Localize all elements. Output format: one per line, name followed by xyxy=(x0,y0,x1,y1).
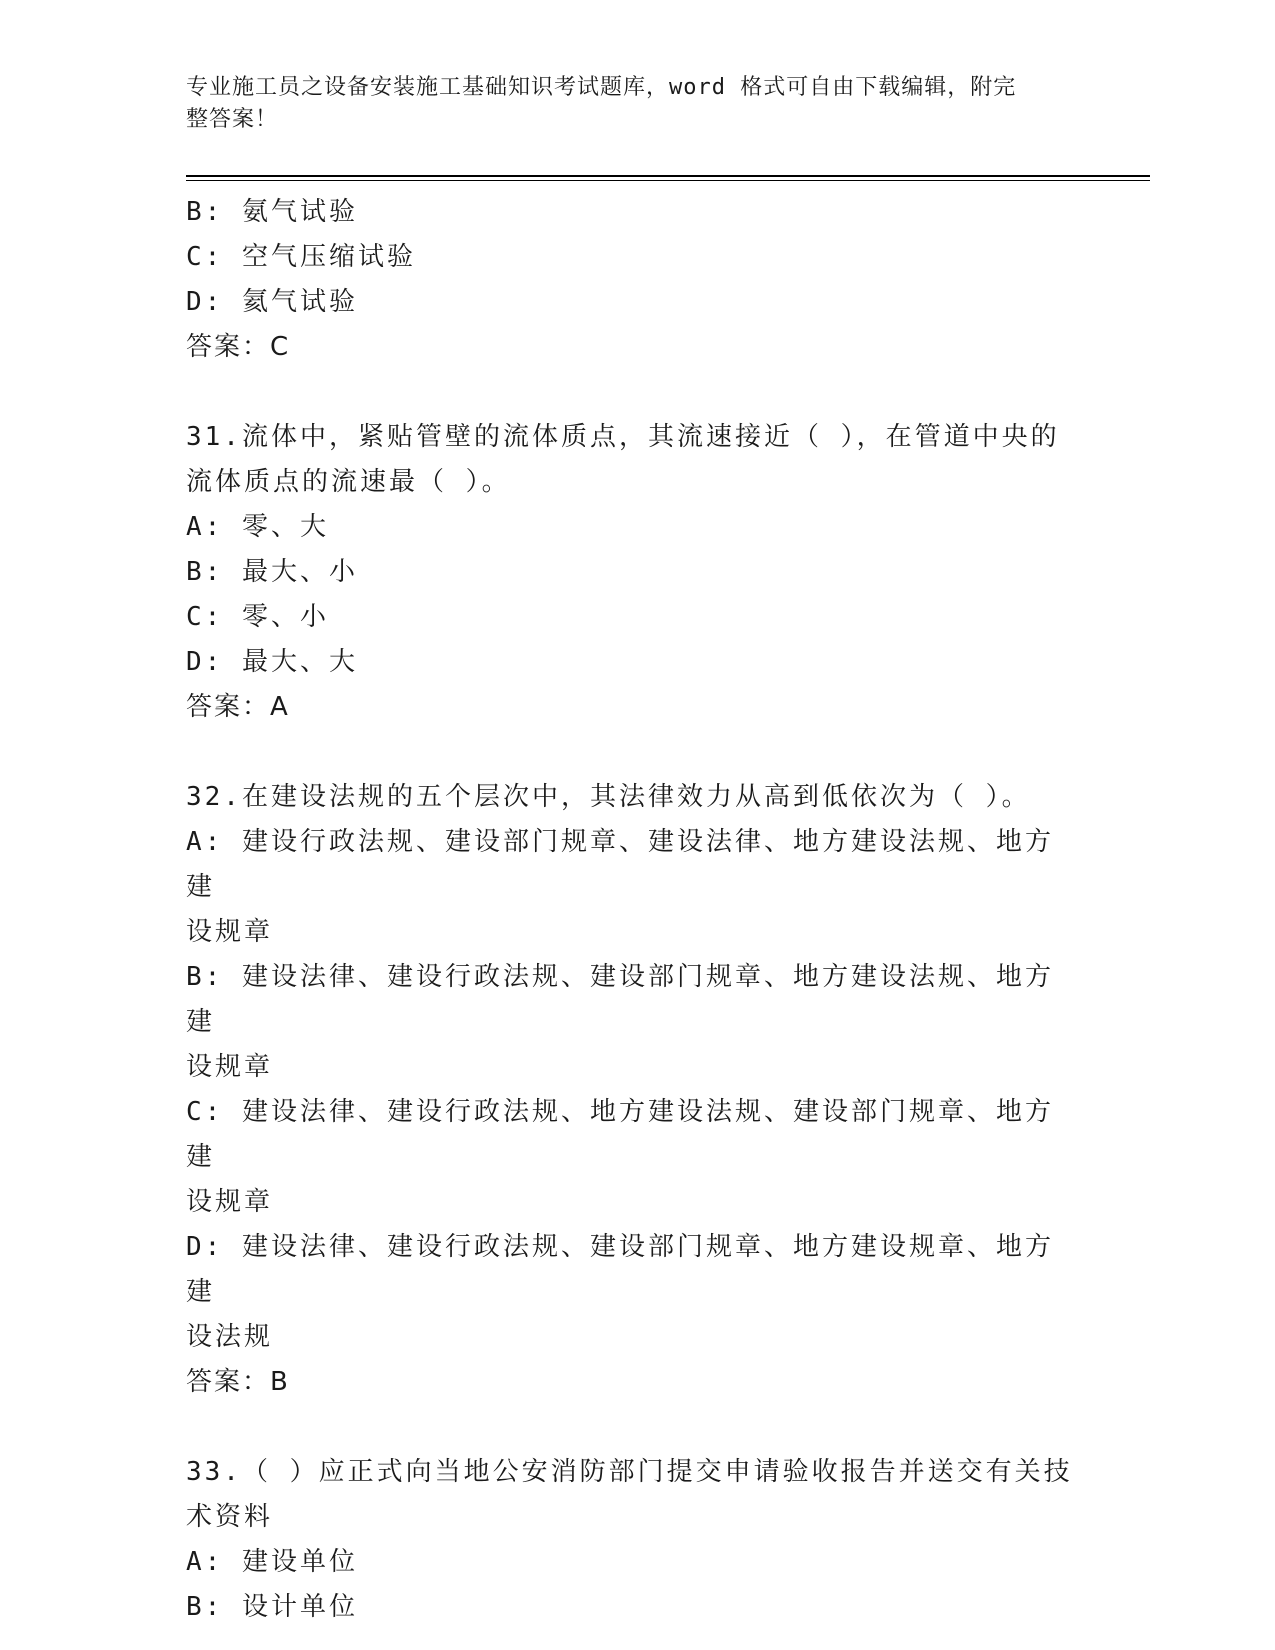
question-stem-line-1: 31.流体中，紧贴管壁的流体质点，其流速接近（ ），在管道中央的 xyxy=(186,422,1060,452)
question-stem-line-2: 流体质点的流速最（ ）。 xyxy=(186,467,511,497)
spacer xyxy=(186,370,1076,415)
option-c-line-1: C: 建设法律、建设行政法规、地方建设法规、建设部门规章、地方建 xyxy=(186,1097,1054,1172)
option-d: D: 氦气试验 xyxy=(186,287,358,317)
option-a xyxy=(186,820,1076,955)
header-line-1: 专业施工员之设备安装施工基础知识考试题库，word 格式可自由下载编辑，附完 xyxy=(186,75,1017,100)
question-stem-line-2: 术资料 xyxy=(186,1502,274,1532)
document-header xyxy=(186,72,1066,136)
question-32 xyxy=(186,775,1076,1405)
option-b xyxy=(186,955,1076,1090)
option-d-line-1: D: 建设法律、建设行政法规、建设部门规章、地方建设规章、地方建 xyxy=(186,1232,1054,1307)
answer-line: 答案：B xyxy=(186,1367,290,1397)
option-a-line-1: A: 建设行政法规、建设部门规章、建设法律、地方建设法规、地方建 xyxy=(186,827,1054,902)
answer-line: 答案：A xyxy=(186,692,290,722)
option-b-line-1: B: 建设法律、建设行政法规、建设部门规章、地方建设法规、地方建 xyxy=(186,962,1054,1037)
spacer xyxy=(186,730,1076,775)
option-c-line-2: 设规章 xyxy=(186,1187,274,1217)
option-d: D: 最大、大 xyxy=(186,647,358,677)
question-stem-line-1: 33.（ ）应正式向当地公安消防部门提交申请验收报告并送交有关技 xyxy=(186,1457,1073,1487)
option-c: C: 空气压缩试验 xyxy=(186,242,416,272)
spacer xyxy=(186,1405,1076,1450)
question-31 xyxy=(186,415,1076,730)
header-divider-thick xyxy=(186,175,1150,177)
answer-line: 答案：C xyxy=(186,332,291,362)
option-b-line-2: 设规章 xyxy=(186,1052,274,1082)
option-a-line-2: 设规章 xyxy=(186,917,274,947)
option-c: C: 零、小 xyxy=(186,602,329,632)
option-a: A: 建设单位 xyxy=(186,1547,358,1577)
option-d-line-2: 设法规 xyxy=(186,1322,274,1352)
option-b: B: 氨气试验 xyxy=(186,197,358,227)
option-d xyxy=(186,1225,1076,1360)
header-line-2: 整答案！ xyxy=(186,107,279,132)
question-30-tail xyxy=(186,190,1076,370)
question-33 xyxy=(186,1450,1076,1630)
option-a: A: 零、大 xyxy=(186,512,329,542)
option-c xyxy=(186,1090,1076,1225)
question-stem: 32.在建设法规的五个层次中，其法律效力从高到低依次为（ ）。 xyxy=(186,782,1031,812)
header-divider-thin xyxy=(186,180,1150,181)
question-list xyxy=(186,190,1076,1630)
option-b: B: 设计单位 xyxy=(186,1592,358,1622)
option-b: B: 最大、小 xyxy=(186,557,358,587)
